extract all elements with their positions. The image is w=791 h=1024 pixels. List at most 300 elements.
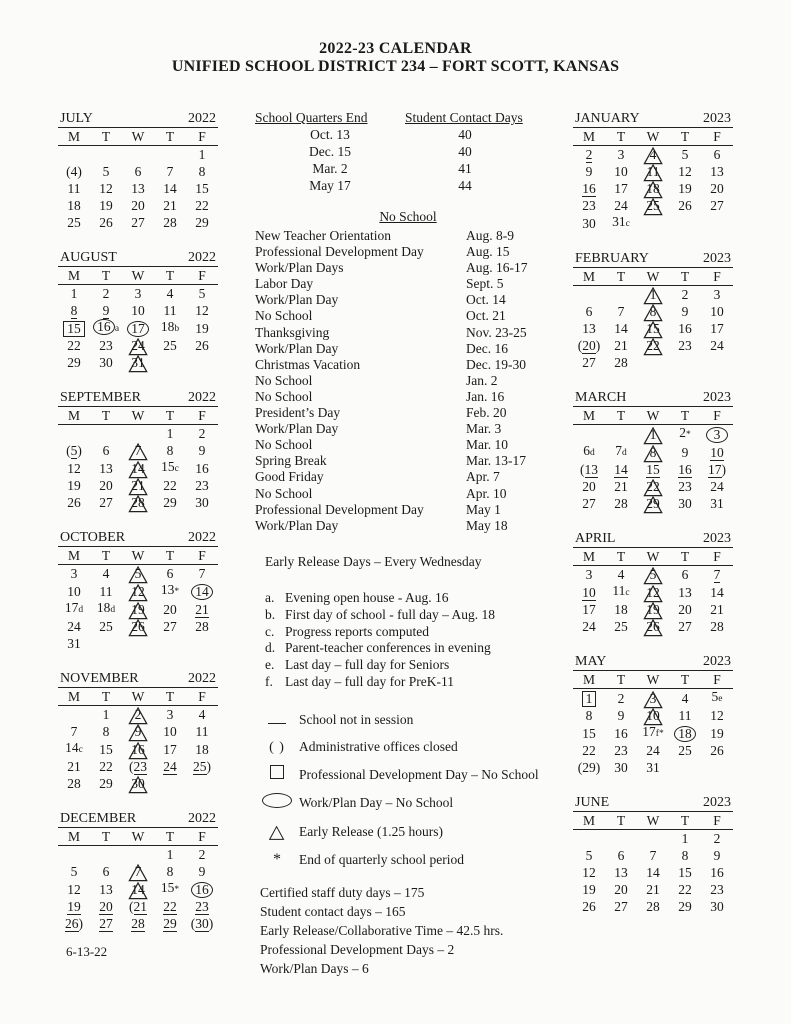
day-number: [131, 215, 145, 231]
quarter-end-date: Mar. 2: [312, 161, 348, 176]
day-number-text: 29: [582, 760, 596, 775]
day-cell: [637, 286, 669, 304]
day-number-text: 3: [585, 567, 593, 582]
day-number: [714, 287, 721, 303]
day-number-text: 28: [131, 916, 145, 931]
weekday-header: F: [186, 128, 218, 146]
day-number: [682, 445, 689, 461]
weekday-header-row: [58, 407, 218, 425]
day-number: [161, 880, 179, 898]
day-cell: [154, 285, 186, 303]
weekday-header: F: [701, 812, 733, 830]
day-cell: [573, 180, 605, 197]
paren-open: (: [577, 760, 583, 775]
footnote: [265, 674, 571, 691]
day-number: [199, 566, 206, 582]
month-year: 2022: [188, 111, 216, 126]
day-number-text: 8: [681, 848, 689, 863]
day-cell: [573, 303, 605, 320]
day-number-text: 18: [195, 742, 209, 757]
day-number-text: 13: [710, 164, 724, 179]
no-school-date: Oct. 14: [466, 292, 506, 308]
weekday-header: W: [637, 128, 669, 146]
day-cell: [637, 303, 669, 320]
day-number-text: 18: [674, 726, 696, 742]
day-cell: [669, 707, 701, 724]
day-cell: [122, 880, 154, 898]
paren-open: (: [66, 164, 71, 179]
day-number: [682, 147, 689, 163]
day-number-text: 25: [678, 743, 692, 758]
weekday-header: M: [58, 128, 90, 146]
day-number: [71, 566, 78, 582]
day-number-text: 8: [198, 164, 206, 179]
day-cell: [701, 742, 733, 759]
day-number: [586, 304, 593, 320]
day-number: [615, 443, 627, 461]
day-number-text: 27: [710, 198, 724, 213]
day-number: [163, 619, 177, 635]
day-number: [167, 164, 174, 180]
day-cell: [186, 863, 218, 880]
day-number-text: 7: [615, 443, 622, 458]
left-month-column: [58, 110, 218, 950]
month-grid: [58, 547, 218, 652]
day-cell: [637, 864, 669, 881]
day-cell: [669, 583, 701, 601]
day-number-text: 7: [134, 443, 142, 458]
week-row: [58, 723, 218, 740]
day-cell: [186, 494, 218, 511]
day-number: [646, 462, 660, 478]
day-number: [650, 848, 657, 864]
day-cell: [154, 915, 186, 932]
early-release-day: [647, 164, 660, 180]
footnote: [265, 590, 571, 607]
day-number-text: 1: [166, 426, 174, 441]
day-number: [646, 899, 660, 915]
day-cell: [669, 286, 701, 304]
day-number-text: 14: [614, 462, 628, 477]
weekday-header: F: [701, 407, 733, 425]
day-cell: [90, 706, 122, 724]
day-number-text: 20: [131, 198, 145, 213]
day-cell: [701, 707, 733, 724]
day-number: [710, 198, 724, 214]
day-number: [103, 707, 110, 723]
month-grid: [573, 812, 733, 915]
footnote-key: d.: [265, 640, 276, 656]
day-cell: [154, 740, 186, 758]
month-name: MARCH: [575, 390, 627, 405]
day-cell: [605, 303, 637, 320]
day-number-text: 15: [582, 726, 596, 741]
early-release-day: [131, 584, 145, 600]
day-cell: [701, 689, 733, 708]
day-number: [582, 181, 596, 197]
day-number-text: 20: [99, 899, 113, 914]
day-number-text: 24: [582, 619, 596, 634]
day-cell: [186, 600, 218, 618]
day-cell: [701, 847, 733, 864]
day-cell: [573, 354, 605, 371]
month-year: 2023: [703, 251, 731, 266]
day-cell: [605, 566, 637, 584]
no-school-item: [255, 437, 561, 453]
day-number-text: 24: [646, 743, 660, 758]
day-number: [195, 899, 209, 915]
day-cell: [669, 898, 701, 915]
day-number-text: 12: [99, 181, 113, 196]
day-cell: [573, 478, 605, 495]
day-number: [99, 478, 113, 494]
no-school-date: Dec. 16: [466, 340, 508, 356]
day-number-text: 2: [617, 691, 625, 706]
day-number: [67, 776, 81, 792]
day-number: [99, 759, 113, 775]
day-number-text: 20: [614, 882, 628, 897]
paren-open: (: [577, 338, 583, 353]
no-school-date: Mar. 13-17: [466, 453, 526, 469]
day-cell: [58, 494, 90, 511]
day-number-text: 6: [585, 304, 593, 319]
month-year: 2023: [703, 654, 731, 669]
day-number: [710, 445, 724, 461]
day-number: [614, 181, 628, 197]
day-cell: [669, 759, 701, 776]
month-grid: [58, 828, 218, 932]
weekday-header: M: [58, 407, 90, 425]
day-number-text: 29: [195, 215, 209, 230]
day-cell: [90, 459, 122, 477]
day-cell: [669, 689, 701, 708]
day-number-text: 2: [585, 147, 593, 162]
early-release-day: [646, 708, 660, 724]
day-number: [167, 707, 174, 723]
day-number-text: 13: [614, 865, 628, 880]
day-cell: [605, 495, 637, 512]
day-number-text: 31: [67, 636, 81, 651]
day-number-text: 19: [67, 478, 81, 493]
day-number-text: 20: [99, 478, 113, 493]
day-cell: [186, 319, 218, 337]
weekday-header-row: [58, 267, 218, 285]
day-number: [714, 567, 721, 583]
weekday-header: F: [186, 407, 218, 425]
day-cell: [122, 459, 154, 477]
early-release-section: [265, 554, 571, 691]
day-number-text: 15: [161, 459, 175, 474]
month-header: [58, 389, 218, 407]
day-number-text: 19: [646, 602, 660, 617]
day-number: [614, 338, 628, 354]
day-number-text: 30: [195, 495, 209, 510]
day-cell: [186, 582, 218, 600]
day-number-text: 24: [67, 619, 81, 634]
day-number: [63, 321, 85, 337]
day-number-text: 26: [195, 338, 209, 353]
day-number: [618, 567, 625, 583]
day-number-text: 21: [710, 602, 724, 617]
day-cell: [669, 881, 701, 898]
no-school-item: [255, 373, 561, 389]
day-number: [67, 759, 81, 775]
day-cell: [669, 303, 701, 320]
quarter-end-date: Oct. 13: [310, 127, 350, 142]
day-number-text: 21: [614, 338, 628, 353]
day-cell: [58, 898, 90, 915]
total-line: Early Release/Collaborative Time – 42.5 hrs.: [260, 923, 504, 938]
day-number-text: 23: [582, 198, 596, 213]
day-cell: [90, 477, 122, 494]
day-number-text: 14: [131, 882, 145, 897]
weekday-header-row: [573, 407, 733, 425]
day-number-text: 6: [681, 567, 689, 582]
week-row: [58, 146, 218, 164]
day-number: [612, 583, 629, 601]
day-number-text: 26: [99, 215, 113, 230]
day-cell: [58, 197, 90, 214]
day-number: [614, 462, 628, 478]
day-number-text: 15: [678, 865, 692, 880]
day-number: [163, 338, 177, 354]
day-number: [103, 443, 110, 459]
footnote-key: f.: [265, 673, 273, 689]
weekday-header: T: [90, 828, 122, 846]
day-number-text: 9: [585, 164, 593, 179]
day-number-text: 1: [166, 847, 174, 862]
day-cell: [58, 459, 90, 477]
day-number-text: 12: [67, 882, 81, 897]
day-number-text: 20: [163, 602, 177, 617]
month-grid: [573, 548, 733, 635]
day-number-text: 12: [646, 585, 660, 600]
month-name: OCTOBER: [60, 530, 126, 545]
day-number: [163, 916, 177, 932]
week-row: [58, 214, 218, 231]
day-number: [65, 600, 83, 618]
day-number-text: 13: [99, 461, 113, 476]
day-cell: [637, 495, 669, 512]
day-number: [712, 689, 723, 707]
day-number-text: 9: [681, 304, 689, 319]
day-cell: [701, 320, 733, 337]
day-number-text: 22: [646, 338, 660, 353]
day-number: [127, 321, 149, 337]
day-number-text: 28: [195, 619, 209, 634]
day-number: [99, 355, 113, 371]
day-cell: [154, 163, 186, 180]
day-cell: [122, 214, 154, 231]
footnote: [265, 657, 571, 674]
day-number-text: 22: [678, 882, 692, 897]
day-note-letter: f*: [655, 729, 664, 739]
day-number-text: 13: [584, 462, 598, 477]
day-number-text: 8: [649, 445, 657, 460]
early-release-day: [646, 198, 660, 214]
week-row: [573, 197, 733, 214]
day-number: [100, 584, 113, 600]
early-release-day: [650, 147, 657, 163]
day-number-text: 8: [166, 443, 174, 458]
day-cell: [154, 863, 186, 880]
day-cell: [154, 354, 186, 371]
legend-section: [255, 711, 592, 878]
day-number-text: 16: [191, 882, 213, 898]
day-cell: [605, 214, 637, 232]
day-number-text: 29: [163, 916, 177, 931]
day-number-text: 25: [646, 198, 660, 213]
day-cell: [573, 847, 605, 864]
day-number: [710, 882, 724, 898]
day-number: [614, 899, 628, 915]
month-year: 2023: [703, 795, 731, 810]
day-number: [710, 585, 724, 601]
day-cell: [58, 723, 90, 740]
early-release-day: [131, 882, 145, 898]
day-number-text: 28: [131, 495, 145, 510]
day-cell: [90, 354, 122, 371]
day-number-text: 14: [131, 461, 145, 476]
day-cell: [154, 302, 186, 319]
day-number-text: 30: [614, 760, 628, 775]
day-cell: [637, 197, 669, 214]
day-cell: [58, 285, 90, 303]
day-cell: [154, 442, 186, 459]
day-number-text: 16: [678, 321, 692, 336]
no-school-item: [255, 292, 561, 308]
day-number: [708, 462, 726, 478]
day-number: [614, 760, 628, 776]
month-year: 2022: [188, 530, 216, 545]
weekday-header: M: [573, 407, 605, 425]
no-school-item: [255, 276, 561, 292]
no-school-label: Good Friday: [255, 469, 324, 485]
week-row: [58, 285, 218, 303]
month-name: JULY: [60, 111, 93, 126]
month-grid: [58, 128, 218, 231]
day-number-text: 10: [131, 303, 145, 318]
day-number: [129, 899, 147, 915]
legend-item: [255, 738, 592, 756]
day-number-text: 21: [614, 479, 628, 494]
paren-open: (: [66, 443, 71, 458]
day-number-text: 4: [70, 164, 78, 179]
weekday-header: T: [154, 688, 186, 706]
day-cell: [637, 354, 669, 371]
day-cell: [701, 354, 733, 371]
day-number-text: 5: [198, 286, 206, 301]
day-number: [163, 602, 177, 618]
day-number: [195, 742, 209, 758]
day-cell: [573, 724, 605, 742]
legend-item: [255, 711, 592, 729]
day-number-text: 25: [99, 619, 113, 634]
day-cell: [122, 618, 154, 635]
no-school-label: President’s Day: [255, 405, 341, 421]
day-number-text: 16: [614, 726, 628, 741]
week-row: [58, 477, 218, 494]
no-school-item: [255, 228, 561, 244]
day-number-text: 20: [582, 479, 596, 494]
day-cell: [605, 197, 637, 214]
day-number-text: 26: [131, 619, 145, 634]
day-cell: [701, 601, 733, 618]
weekday-header-row: [573, 548, 733, 566]
weekday-header: T: [90, 267, 122, 285]
day-number-text: 15: [160, 880, 175, 895]
legend-label: Administrative offices closed: [299, 739, 458, 754]
month-name: AUGUST: [60, 250, 117, 265]
day-cell: [701, 618, 733, 635]
footnote-key: b.: [265, 606, 276, 622]
weekday-header: F: [701, 548, 733, 566]
week-row: [58, 442, 218, 459]
early-release-day: [131, 742, 145, 758]
day-note-letter: *: [686, 430, 691, 440]
day-number-text: 8: [70, 303, 78, 318]
day-number-text: 30: [678, 496, 692, 511]
day-cell: [122, 163, 154, 180]
month-grid: [58, 267, 218, 371]
day-number-text: 25: [614, 619, 628, 634]
no-school-label: Professional Development Day: [255, 501, 424, 517]
weekday-header: F: [701, 671, 733, 689]
day-number: [682, 567, 689, 583]
day-cell: [154, 706, 186, 724]
day-number: [578, 760, 601, 776]
day-cell: [154, 459, 186, 477]
day-number-text: 13: [131, 181, 145, 196]
day-number-text: 2: [679, 425, 686, 440]
day-number-text: 11: [195, 724, 209, 739]
day-number-text: 5: [134, 566, 142, 581]
day-cell: [90, 600, 122, 618]
week-row: [573, 303, 733, 320]
footnote-text: Parent-teacher conferences in evening: [285, 640, 491, 656]
day-number-text: 6: [134, 164, 142, 179]
day-cell: [90, 740, 122, 758]
day-number: [195, 495, 209, 511]
day-number: [195, 602, 209, 618]
day-cell: [90, 898, 122, 915]
day-number: [131, 916, 145, 932]
weekday-header: T: [154, 407, 186, 425]
day-number-text: 2: [134, 707, 142, 722]
day-number-text: 22: [646, 479, 660, 494]
day-number-text: 27: [614, 899, 628, 914]
week-row: [573, 724, 733, 742]
early-release-day: [646, 585, 660, 601]
month-april-2023: [573, 530, 733, 635]
right-month-column: [573, 110, 733, 933]
day-number-text: 22: [67, 338, 81, 353]
no-school-date: Jan. 16: [466, 388, 505, 404]
day-number-text: 19: [99, 198, 113, 213]
day-number-text: 3: [617, 147, 625, 162]
month-name: APRIL: [575, 531, 616, 546]
week-row: [573, 180, 733, 197]
early-release-day: [135, 707, 142, 723]
month-february-2023: [573, 250, 733, 371]
weekday-header: T: [154, 547, 186, 565]
day-number: [67, 198, 81, 214]
weekday-header: W: [637, 671, 669, 689]
day-cell: [58, 442, 90, 459]
no-school-label: No School: [255, 372, 313, 388]
day-number-text: 15: [646, 321, 660, 336]
day-number: [71, 864, 78, 880]
